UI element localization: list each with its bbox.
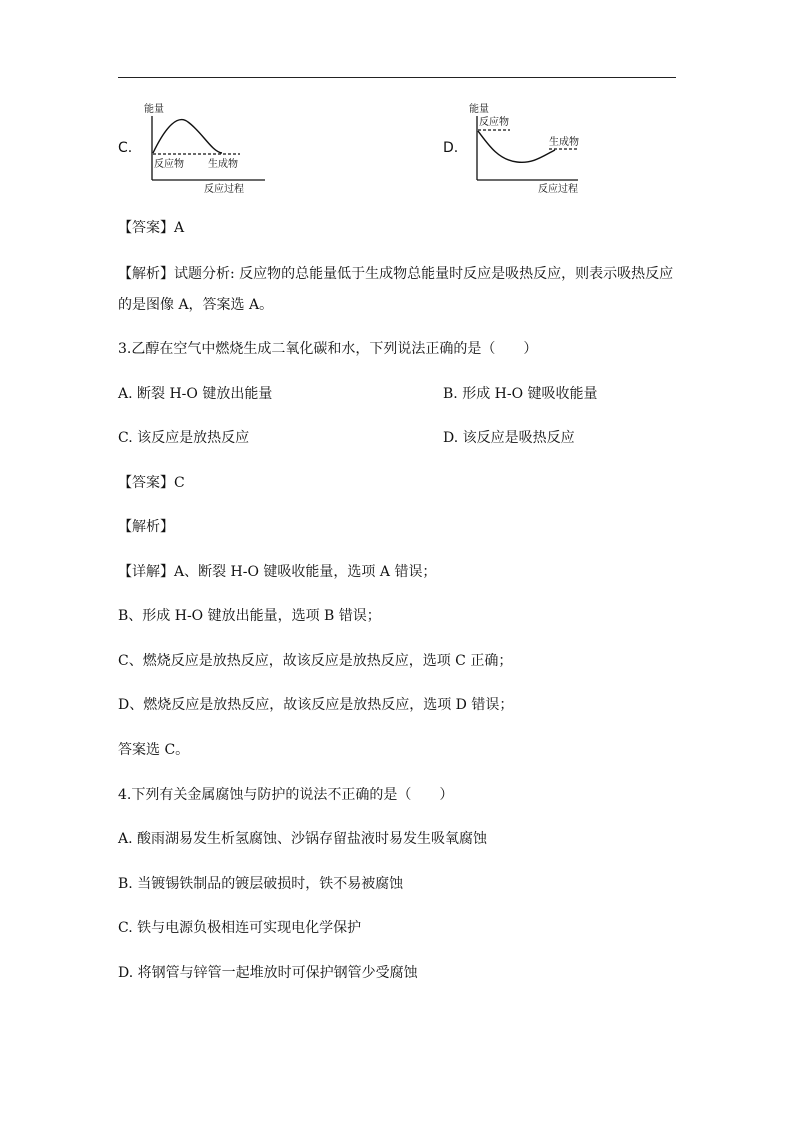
option-c-label: C. xyxy=(118,140,133,156)
diagram-d-reactant-label: 反应物 xyxy=(479,117,509,128)
q2-answer: 【答案】A xyxy=(118,220,185,236)
q3-option-b: B. 形成 H-O 键吸收能量 xyxy=(443,386,598,402)
diagram-d-product-label: 生成物 xyxy=(549,137,579,148)
diagram-d-y-axis-label: 能量 xyxy=(469,104,489,115)
q3-detail-1: 【详解】A、断裂 H-O 键吸收能量，选项 A 错误； xyxy=(118,564,437,580)
q4-option-d: D. 将钢管与锌管一起堆放时可保护钢管少受腐蚀 xyxy=(118,965,418,981)
q4-option-c: C. 铁与电源负极相连可实现电化学保护 xyxy=(118,920,362,936)
q3-answer: 【答案】C xyxy=(118,475,185,491)
q3-question: 3.乙醇在空气中燃烧生成二氧化碳和水，下列说法正确的是（ ） xyxy=(118,341,538,357)
diagram-c-product-label: 生成物 xyxy=(208,159,238,170)
q3-analysis: 【解析】 xyxy=(118,519,174,535)
q3-option-d: D. 该反应是吸热反应 xyxy=(443,430,575,446)
diagram-c-energy-curve xyxy=(153,120,222,153)
header-rule xyxy=(118,77,676,78)
diagram-d-energy-curve xyxy=(478,131,555,162)
energy-diagram-d xyxy=(465,100,585,195)
diagram-c-y-axis-label: 能量 xyxy=(144,104,164,115)
option-d-label: D. xyxy=(443,140,459,156)
q3-detail-4: D、燃烧反应是放热反应，故该反应是放热反应，选项 D 错误； xyxy=(118,697,514,713)
q3-conclusion: 答案选 C。 xyxy=(118,742,190,758)
diagram-d-x-axis-label: 反应过程 xyxy=(538,184,578,195)
q4-option-b: B. 当镀锡铁制品的镀层破损时，铁不易被腐蚀 xyxy=(118,876,404,892)
q3-detail-3: C、燃烧反应是放热反应，故该反应是放热反应，选项 C 正确； xyxy=(118,653,513,669)
q4-question: 4.下列有关金属腐蚀与防护的说法不正确的是（ ） xyxy=(118,787,454,803)
diagram-c-reactant-label: 反应物 xyxy=(154,159,184,170)
q4-option-a: A. 酸雨湖易发生析氢腐蚀、沙锅存留盐液时易发生吸氧腐蚀 xyxy=(118,831,488,847)
diagram-c-x-axis-label: 反应过程 xyxy=(204,184,244,195)
q3-detail-2: B、形成 H-O 键放出能量，选项 B 错误； xyxy=(118,608,381,624)
q2-analysis-line2: 的是图像 A，答案选 A。 xyxy=(118,297,274,313)
q2-analysis-line1: 【解析】试题分析: 反应物的总能量低于生成物总能量时反应是吸热反应，则表示吸热反应 xyxy=(118,266,674,282)
q3-option-c: C. 该反应是放热反应 xyxy=(118,430,250,446)
q3-option-a: A. 断裂 H-O 键放出能量 xyxy=(118,386,273,402)
energy-diagram-c xyxy=(140,100,275,195)
